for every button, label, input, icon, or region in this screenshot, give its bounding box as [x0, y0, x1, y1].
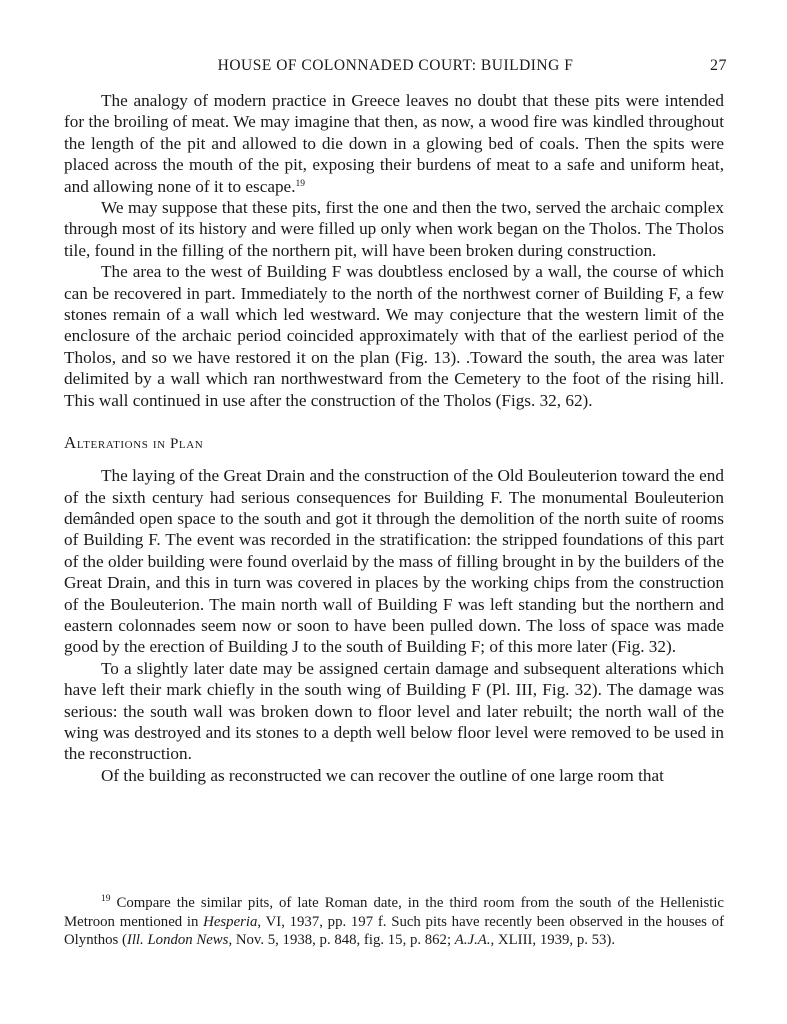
footnote-text-3: , Nov. 5, 1938, p. 848, fig. 15, p. 862; [228, 932, 455, 948]
paragraph-south-wing-damage: To a slightly later date may be assigned certain damage and subsequent alterations which have left their mark chiefly in the south wing of Building F (Pl. III, Fig. 32). The damage was serious: the south wall was broken down to floor level and later rebuilt; the north wall of the wing was destroyed and its stones to a depth well below floor level were removed to be used in the reconstruction. [64, 658, 724, 764]
footnote [64, 894, 724, 950]
paragraph-text: The analogy of modern practice in Greece leaves no doubt that these pits were intended for the broiling of meat. We may imagine that then, as now, a wood fire was kindled throughout the length of the pit and allowed to die down in a glowing bed of coals. Then the spits were placed across the mouth of the pit, exposing their burdens of meat to a safe and uniform heat, and allowing none of it to escape. [64, 91, 724, 196]
page-number: 27 [710, 57, 727, 74]
footnote-journal-title: Hesperia [203, 913, 258, 930]
running-header [64, 57, 727, 79]
paragraph-great-drain: The laying of the Great Drain and the construction of the Old Bouleuterion toward the end of the sixth century had serious consequences for Building F. The monumental Bouleuterion demânded open space to the south and got it through the demolition of the north suite of rooms of Building F. The event was recorded in the stratification: the stripped foundations of this part of the older building were found overlaid by the mass of filling brought in by the builders of the Great Drain, and this in turn was covered in places by the working chips from the construction of the Bouleuterion. The main north wall of Building F was left standing but the northern and eastern colonnades seem now or soon to have been pulled down. The loss of space was made good by the erection of Building J to the south of Building F; of this more later (Fig. 32). [64, 466, 724, 657]
section-heading: Alterations in Plan [64, 433, 204, 453]
footnote-reference[interactable]: 19 [295, 178, 305, 189]
paragraph-archaic-complex: We may suppose that these pits, first the one and then the two, served the archaic complex through most of its history and were filled up only when work began on the Tholos. The Tholos tile, found in the filling of the northern pit, will have been broken during construction. [64, 198, 724, 260]
footnote-text-4: , XLIII, 1939, p. 53). [490, 932, 616, 948]
paragraph-west-enclosure: The area to the west of Building F was doubtless enclosed by a wall, the course of which can be recovered in part. Immediately to the north of the northwest corner of Building F, a few stones remain of a wall which led westward. We may conjecture that the western limit of the enclosure of the archaic period coincided approximately with that of the earliest period of the Tholos, and so we have restored it on the plan (Fig. 13). .Toward the south, the area was later delimited by a wall which ran northwestward from the Cemetery to the foot of the rising hill. This wall continued in use after the construction of the Tholos (Figs. 32, 62). [64, 262, 724, 410]
paragraph-broiling-pits [64, 90, 724, 197]
footnote-text-1: Compare the similar pits, of late Roman date, in the third room from the south of the Hellenistic Metroon mentioned in [64, 895, 725, 930]
body-text [64, 90, 724, 786]
footnote-periodical-title: Ill. London News [126, 932, 229, 948]
footnote-journal-abbrev: A.J.A. [454, 932, 491, 948]
paragraph-reconstruction: Of the building as reconstructed we can recover the outline of one large room that [101, 765, 664, 785]
footnote-number: 19 [101, 894, 111, 904]
footnote-text-2: , VI, 1937, pp. 197 f. Such pits have recently been observed in the houses of Olynthos ( [64, 913, 724, 948]
running-title: HOUSE OF COLONNADED COURT: BUILDING F [217, 57, 574, 74]
